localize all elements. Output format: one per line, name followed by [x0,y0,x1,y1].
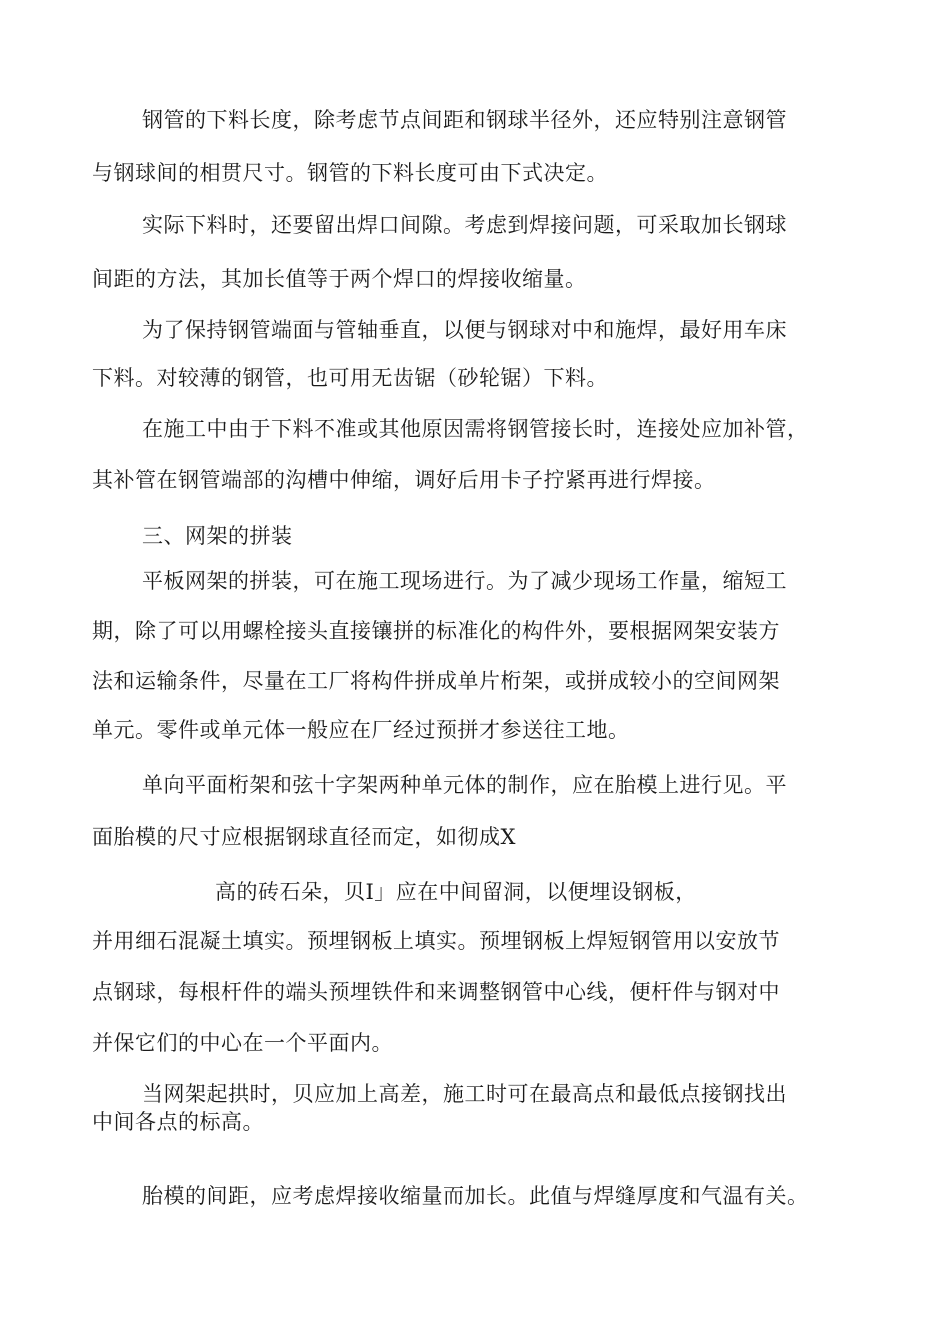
text-line-5: 为了保持钢管端面与管轴垂直，以便与钢球对中和施焊，最好用车床 [142,318,787,342]
text-line-21: 中间各点的标高。 [92,1110,264,1134]
text-line-4: 间距的方法，其加长值等于两个焊口的焊接收缩量。 [92,267,587,291]
text-line-6: 下料。对较薄的钢管，也可用无齿锯（砂轮锯）下料。 [92,366,608,390]
text-line-12: 法和运输条件，尽量在工厂将构件拼成单片桁架，或拼成较小的空间网架 [92,669,780,693]
text-line-3: 实际下料时，还要留出焊口间隙。考虑到焊接问题，可采取加长钢球 [142,213,787,237]
text-line-17: 并用细石混凝土填实。预埋钢板上填实。预埋钢板上焊短钢管用以安放节 [92,929,780,953]
text-line-18: 点钢球，每根杆件的端头预埋铁件和来调整钢管中心线，便杆件与钢对中 [92,980,780,1004]
text-line-2: 与钢球间的相贯尺寸。钢管的下料长度可由下式决定。 [92,161,608,185]
text-line-1: 钢管的下料长度，除考虑节点间距和钢球半径外，还应特别注意钢管 [142,108,787,132]
section-heading: 三、网架的拼装 [142,524,293,548]
text-line-19: 并保它们的中心在一个平面内。 [92,1031,393,1055]
text-line-7: 在施工中由于下料不准或其他原因需将钢管接长时，连接处应加补管， [142,417,809,441]
text-line-13: 单元。零件或单元体一般应在厂经过预拼才参送往工地。 [92,718,630,742]
text-line-22: 胎模的间距，应考虑焊接收缩量而加长。此值与焊缝厚度和气温有关。 [142,1184,809,1208]
text-line-10: 平板网架的拼装，可在施工现场进行。为了减少现场工作量，缩短工 [142,569,787,593]
text-line-15: 面胎模的尺寸应根据钢球直径而定，如彻成X [92,825,516,849]
text-line-11: 期，除了可以用螺栓接头直接镶拼的标准化的构件外，要根据网架安装方 [92,619,780,643]
text-line-14: 单向平面桁架和弦十字架两种单元体的制作，应在胎模上进行见。平 [142,773,787,797]
text-line-16: 高的砖石朵，贝I」应在中间留洞，以便埋设钢板， [215,880,697,904]
text-line-20: 当网架起拱时，贝应加上高差，施工时可在最高点和最低点接钢找出 [142,1082,787,1106]
text-line-8: 其补管在钢管端部的沟槽中伸缩，调好后用卡子拧紧再进行焊接。 [92,468,716,492]
